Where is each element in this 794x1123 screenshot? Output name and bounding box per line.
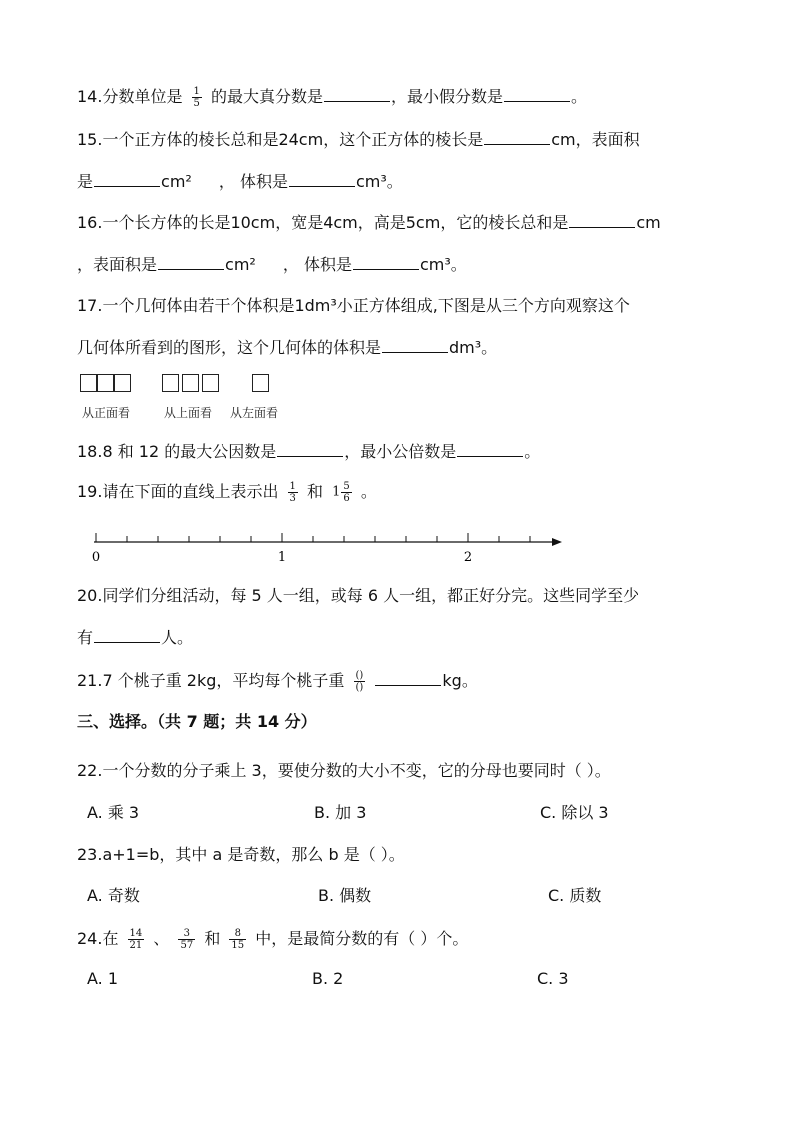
answer-blank[interactable] bbox=[457, 442, 523, 457]
q19-text: 19.请在下面的直线上表示出 bbox=[77, 482, 279, 501]
q15-text: 是 bbox=[77, 172, 94, 191]
frac-den: 3 bbox=[289, 493, 296, 504]
option-c[interactable]: C. 3 bbox=[537, 969, 569, 988]
frac-num: () bbox=[355, 670, 364, 681]
q16-unit: cm³。 bbox=[420, 255, 467, 274]
q15-unit: cm³。 bbox=[356, 172, 403, 191]
answer-blank[interactable] bbox=[277, 442, 343, 457]
q14-end: 。 bbox=[571, 87, 588, 106]
frac-num: 1 bbox=[193, 86, 200, 97]
top-view-label: 从上面看 bbox=[164, 406, 213, 420]
answer-blank[interactable] bbox=[289, 172, 355, 187]
answer-blank[interactable] bbox=[484, 130, 550, 145]
q20-text: 20.同学们分组活动，每 5 人一组，或每 6 人一组，都正好分完。这些同学至少 bbox=[77, 586, 640, 605]
view-square bbox=[97, 374, 114, 392]
question-23: 23.a+1=b，其中 a 是奇数，那么 b 是（ ）。 bbox=[77, 845, 405, 864]
answer-blank[interactable] bbox=[94, 172, 160, 187]
frac-num: 3 bbox=[178, 928, 195, 940]
option-b[interactable]: B. 2 bbox=[312, 969, 344, 988]
number-line-label-0: 0 bbox=[91, 550, 101, 565]
fraction-blank[interactable] bbox=[354, 670, 366, 693]
question-18 bbox=[77, 442, 540, 462]
q19-and: 和 bbox=[307, 482, 324, 501]
frac-den: 15 bbox=[231, 940, 245, 951]
answer-blank[interactable] bbox=[324, 87, 390, 102]
q14-sep: ，最小假分数是 bbox=[391, 87, 504, 106]
option-c[interactable]: C. 除以 3 bbox=[540, 803, 609, 822]
q14-prefix: 14.分数单位是 bbox=[77, 87, 183, 106]
frac-num: 8 bbox=[229, 928, 246, 940]
answer-blank[interactable] bbox=[375, 671, 441, 686]
question-22: 22.一个分数的分子乘上 3，要使分数的大小不变，它的分母也要同时（ ）。 bbox=[77, 761, 611, 780]
question-16-line1 bbox=[77, 213, 661, 233]
q24-and: 和 bbox=[204, 929, 221, 948]
option-b[interactable]: B. 偶数 bbox=[318, 886, 372, 905]
fraction-one-third bbox=[288, 481, 298, 504]
q21-text: 21.7 个桃子重 2kg，平均每个桃子重 bbox=[77, 671, 345, 690]
mixed-number bbox=[332, 481, 356, 504]
frac-den: () bbox=[355, 682, 364, 693]
left-view-label: 从左面看 bbox=[230, 406, 279, 420]
question-24 bbox=[77, 928, 468, 951]
q18-text: 。 bbox=[524, 442, 541, 461]
section-heading: 三、选择。（共 7 题；共 14 分） bbox=[77, 712, 317, 731]
q18-text: 18.8 和 12 的最大公因数是 bbox=[77, 442, 277, 461]
q16-text: ， 体积是 bbox=[282, 255, 352, 274]
q17-unit: dm³。 bbox=[449, 338, 498, 357]
option-a[interactable]: A. 乘 3 bbox=[87, 803, 140, 822]
frac-den: 5 bbox=[193, 98, 200, 109]
fraction-one-fifth bbox=[192, 86, 202, 109]
option-a[interactable]: A. 1 bbox=[87, 969, 119, 988]
question-17-line1 bbox=[77, 296, 630, 316]
q17-text: 17.一个几何体由若干个体积是1dm³小正方体组成,下图是从三个方向观察这个 bbox=[77, 296, 630, 315]
q20-text: 人。 bbox=[161, 628, 194, 647]
q15-unit: cm，表面积 bbox=[551, 130, 640, 149]
question-14 bbox=[77, 86, 587, 109]
q24-sep: 、 bbox=[153, 929, 170, 948]
frac-den: 6 bbox=[343, 493, 350, 504]
q18-text: ，最小公倍数是 bbox=[344, 442, 457, 461]
answer-blank[interactable] bbox=[353, 255, 419, 270]
fraction-3-57 bbox=[178, 928, 195, 951]
view-square bbox=[252, 374, 269, 392]
answer-blank[interactable] bbox=[158, 255, 224, 270]
option-b[interactable]: B. 加 3 bbox=[314, 803, 367, 822]
number-line[interactable] bbox=[84, 530, 574, 570]
q16-text: ，表面积是 bbox=[77, 255, 158, 274]
fraction-14-21 bbox=[128, 928, 145, 951]
frac-den: 57 bbox=[180, 940, 194, 951]
q24-text: 中，是最简分数的有（ ）个。 bbox=[255, 929, 469, 948]
q16-unit: cm² bbox=[225, 255, 256, 274]
q14-mid: 的最大真分数是 bbox=[211, 87, 324, 106]
number-line-label-1: 1 bbox=[277, 550, 287, 565]
frac-num: 5 bbox=[343, 481, 350, 492]
question-20-line1 bbox=[77, 586, 639, 606]
number-line-arrow-icon bbox=[552, 538, 562, 546]
view-square bbox=[162, 374, 179, 392]
view-square bbox=[202, 374, 219, 392]
q20-text: 有 bbox=[77, 628, 94, 647]
q16-text: 16.一个长方体的长是10cm，宽是4cm，高是5cm，它的棱长总和是 bbox=[77, 213, 569, 232]
q21-text: kg。 bbox=[442, 671, 478, 690]
option-c[interactable]: C. 质数 bbox=[548, 886, 602, 905]
q17-text: 几何体所看到的图形，这个几何体的体积是 bbox=[77, 338, 382, 357]
front-view-label: 从正面看 bbox=[82, 406, 131, 420]
frac-num: 14 bbox=[129, 928, 143, 939]
mixed-whole: 1 bbox=[332, 484, 341, 500]
question-15-line1 bbox=[77, 130, 640, 150]
question-17-line2 bbox=[77, 338, 497, 358]
answer-blank[interactable] bbox=[504, 87, 570, 102]
q15-text: 15.一个正方体的棱长总和是24cm，这个正方体的棱长是 bbox=[77, 130, 484, 149]
q16-unit: cm bbox=[636, 213, 661, 232]
q24-text: 24.在 bbox=[77, 929, 119, 948]
q19-end: 。 bbox=[360, 482, 377, 501]
question-19 bbox=[77, 481, 377, 504]
number-line-label-2: 2 bbox=[463, 550, 473, 565]
question-20-line2 bbox=[77, 628, 193, 648]
q15-text: ， 体积是 bbox=[218, 172, 288, 191]
view-square bbox=[80, 374, 97, 392]
answer-blank[interactable] bbox=[382, 338, 448, 353]
answer-blank[interactable] bbox=[94, 628, 160, 643]
answer-blank[interactable] bbox=[569, 213, 635, 228]
frac-num: 1 bbox=[289, 481, 296, 492]
frac-den: 21 bbox=[129, 940, 143, 951]
fraction-8-15 bbox=[229, 928, 246, 951]
question-16-line2 bbox=[77, 255, 467, 275]
question-21 bbox=[77, 670, 478, 693]
view-square bbox=[114, 374, 131, 392]
view-square bbox=[182, 374, 199, 392]
q15-unit: cm² bbox=[161, 172, 192, 191]
question-15-line2 bbox=[77, 172, 403, 192]
option-a[interactable]: A. 奇数 bbox=[87, 886, 140, 905]
fraction-five-sixths bbox=[341, 481, 351, 504]
